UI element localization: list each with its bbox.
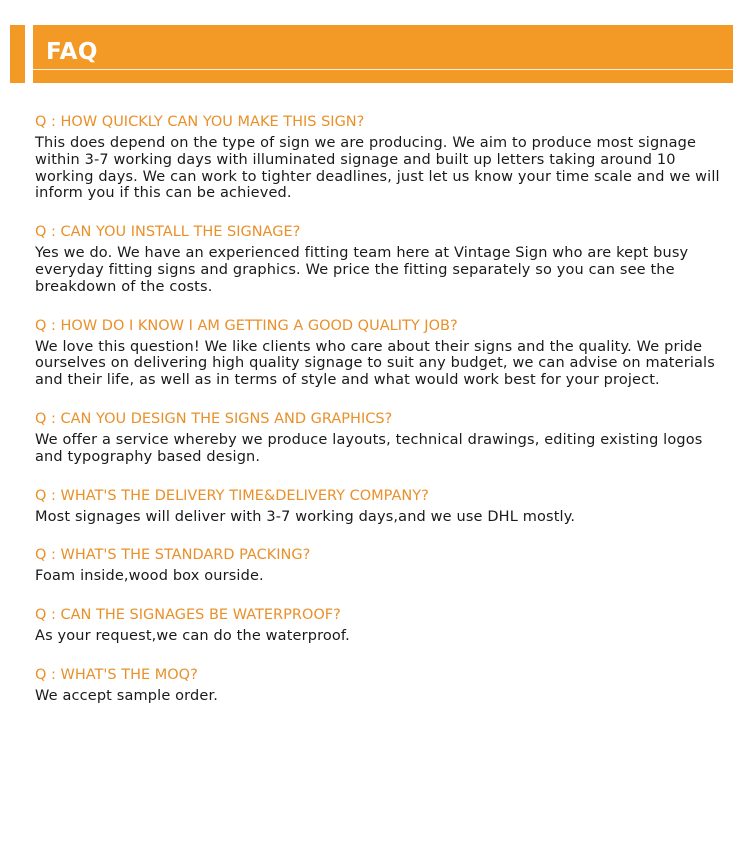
faq-question: Q : HOW QUICKLY CAN YOU MAKE THIS SIGN? [35, 114, 365, 130]
faq-question: Q : CAN YOU INSTALL THE SIGNAGE? [35, 224, 301, 241]
header-accent-block [10, 25, 25, 83]
faq-answer: Yes we do. We have an experienced fitting team here at Vintage Sign who are kept busy everyday fitting signs and graphics. We price the fitting separately so you can see the breakdown of the costs. [35, 245, 689, 295]
faq-answer: We accept sample order. [35, 687, 218, 704]
faq-question: Q : WHAT'S THE STANDARD PACKING? [35, 547, 311, 564]
faq-item [35, 605, 725, 645]
faq-answer: Foam inside,wood box ourside. [35, 568, 264, 585]
faq-question: Q : CAN YOU DESIGN THE SIGNS AND GRAPHICS? [35, 410, 393, 427]
faq-answer: Most signages will deliver with 3-7 working days,and we use DHL mostly. [35, 508, 576, 525]
faq-answer: This does depend on the type of sign we are producing. We aim to produce most signage within 3-7 working days with illuminated signage and built up letters taking around 10 working days. We can work to tighter deadlines, just let us know your time scale and we will inform you if this can be achieved. [35, 135, 720, 202]
faq-item [35, 222, 725, 295]
faq-header-bar [33, 25, 733, 83]
faq-item [35, 409, 725, 466]
faq-item [35, 545, 725, 585]
faq-item [35, 316, 725, 389]
faq-item [35, 486, 725, 526]
faq-question: Q : CAN THE SIGNAGES BE WATERPROOF? [35, 607, 341, 624]
faq-answer: We love this question! We like clients who care about their signs and the quality. We pride ourselves on delivering high quality signage to suit any budget, we can advise on materials and their life, as well as in terms of style and what would work best for your project. [35, 338, 715, 389]
page-title: FAQ [46, 39, 98, 65]
faq-question: Q : WHAT'S THE MOQ? [35, 666, 198, 683]
faq-item [35, 665, 725, 705]
faq-answer: As your request,we can do the waterproof. [35, 628, 350, 645]
faq-item [35, 112, 725, 202]
faq-list [35, 112, 725, 725]
header-divider-line [33, 69, 733, 70]
faq-answer: We offer a service whereby we produce layouts, technical drawings, editing existing logos and typography based design. [35, 431, 703, 465]
faq-question: Q : WHAT'S THE DELIVERY TIME&DELIVERY COMPANY? [35, 487, 429, 504]
faq-question: Q : HOW DO I KNOW I AM GETTING A GOOD QUALITY JOB? [35, 317, 458, 334]
